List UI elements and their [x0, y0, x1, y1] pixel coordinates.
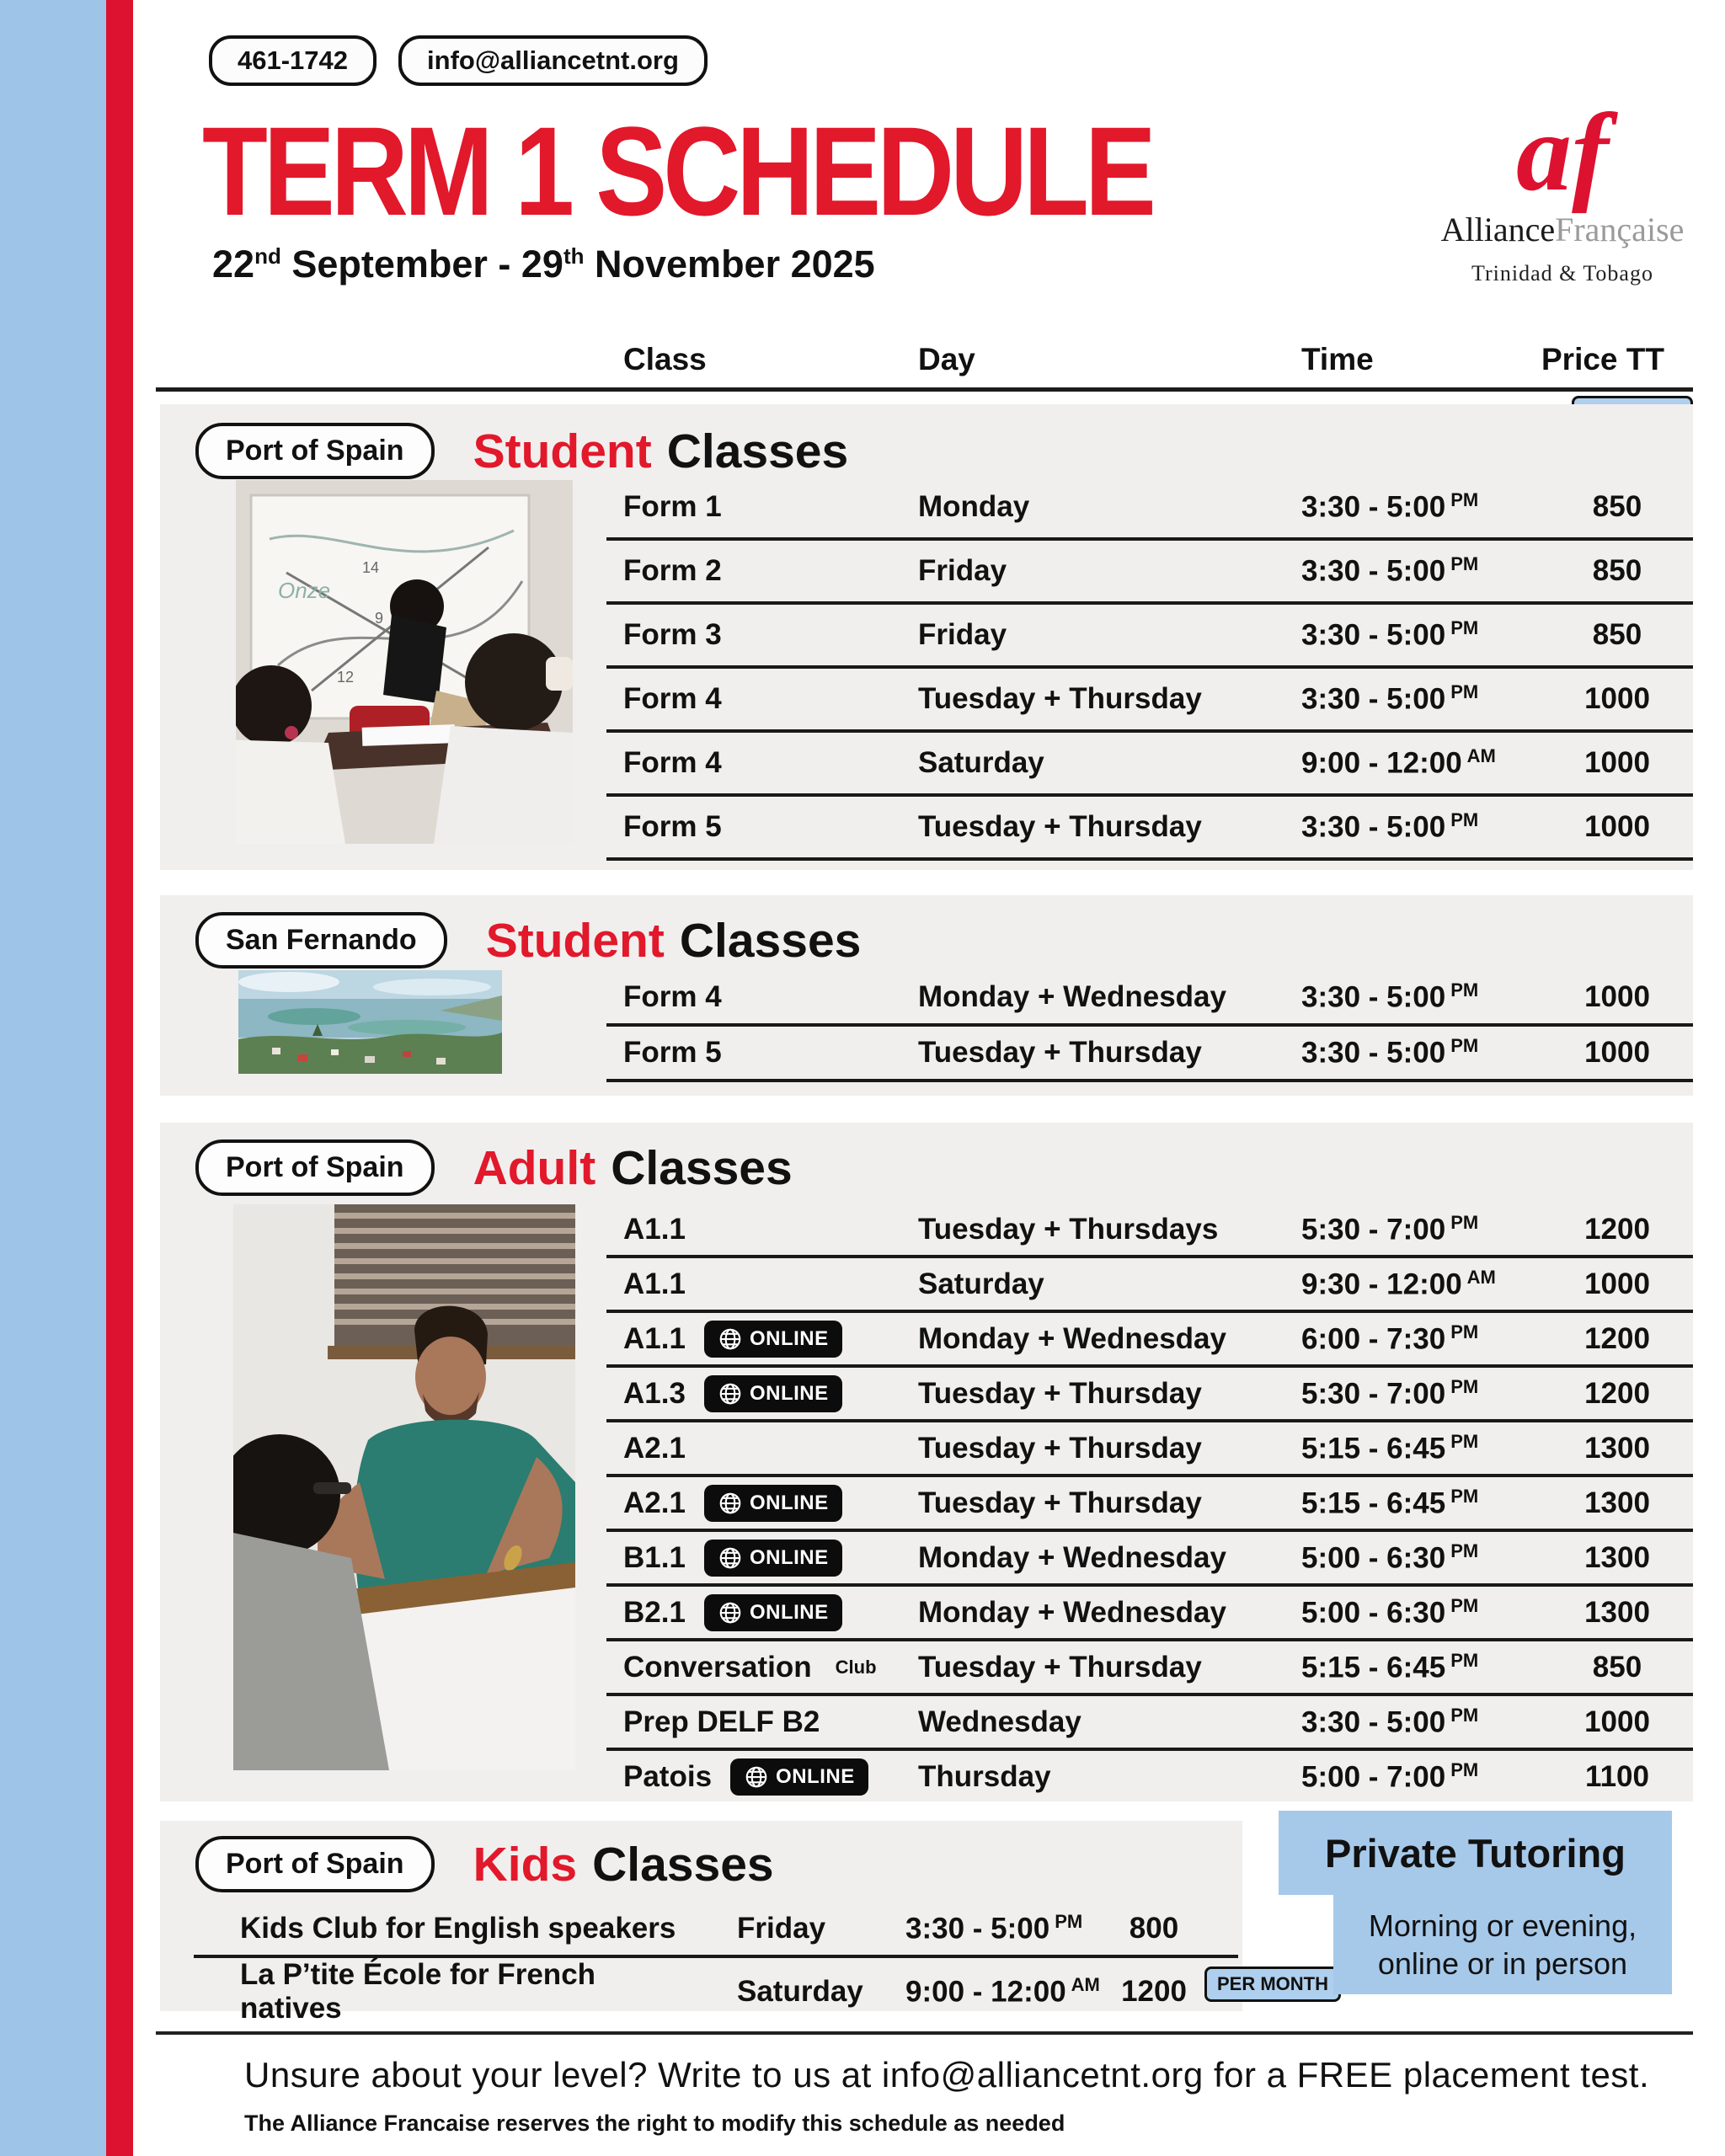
day-cell: Thursday — [918, 1759, 1051, 1793]
price-cell: 1300 — [1584, 1540, 1650, 1574]
time-cell — [1272, 1212, 1541, 1247]
section-heading — [195, 423, 848, 479]
day-cell: Tuesday + Thursday — [918, 1036, 1202, 1069]
day-cell: Tuesday + Thursdays — [918, 1212, 1219, 1246]
date-mid1: September - — [280, 243, 521, 286]
table-row — [194, 1958, 1328, 2025]
time-value: 3:30 - 5:00 — [905, 1912, 1050, 1945]
logo-region: Trinidad & Tobago — [1471, 261, 1653, 286]
section-heading — [195, 1836, 774, 1892]
col-header-time: Time — [1301, 342, 1374, 376]
day-cell: Tuesday + Thursday — [918, 1486, 1202, 1519]
time-cell — [1272, 1321, 1541, 1357]
time-value: 5:00 - 6:30 — [1301, 1541, 1446, 1575]
time-value: 3:30 - 5:00 — [1301, 682, 1446, 716]
table-row — [606, 1203, 1693, 1258]
online-badge — [704, 1321, 842, 1358]
section-pos-kids-classes — [160, 1821, 1328, 2025]
table-row — [606, 541, 1693, 605]
table-row — [606, 1258, 1693, 1313]
class-name: La P’tite École for French natives — [240, 1958, 596, 2025]
section-title-highlight: Kids — [473, 1837, 578, 1892]
table-row — [606, 605, 1693, 669]
section-title-rest: Classes — [592, 1837, 774, 1892]
price-cell: 1000 — [1584, 746, 1650, 779]
day-cell: Monday + Wednesday — [918, 1321, 1226, 1355]
day-cell: Tuesday + Thursday — [918, 682, 1202, 715]
time-cell — [1272, 1759, 1541, 1795]
section-title-highlight: Student — [485, 913, 665, 968]
time-cell — [1272, 553, 1541, 589]
contact-row — [209, 35, 708, 86]
globe-icon — [718, 1545, 743, 1571]
section-title — [473, 1837, 774, 1892]
alliance-francaise-logo — [1423, 90, 1701, 286]
section-title — [473, 1140, 793, 1196]
footer-divider — [156, 2031, 1693, 2035]
day-cell: Friday — [737, 1911, 826, 1945]
time-cell — [1272, 1540, 1541, 1576]
class-name: A1.1 — [623, 1267, 686, 1300]
location-badge: San Fernando — [195, 912, 447, 969]
time-value: 5:30 - 7:00 — [1301, 1213, 1446, 1246]
section-title-rest: Classes — [666, 424, 849, 478]
tutoring-line-1: Morning or evening, — [1368, 1908, 1637, 1943]
table-row — [606, 1641, 1693, 1696]
ampm-label: PM — [1450, 1375, 1479, 1397]
table-row — [606, 971, 1693, 1027]
section-title — [486, 913, 862, 969]
date-day1: 22 — [212, 243, 255, 286]
pos-kids-table — [194, 1902, 1328, 2025]
day-cell: Saturday — [918, 1267, 1044, 1300]
header-divider — [156, 387, 1693, 392]
price-cell: 850 — [1592, 490, 1642, 523]
ampm-label: PM — [1450, 979, 1479, 1001]
ampm-label: PM — [1450, 1035, 1479, 1057]
svg-text:9: 9 — [375, 610, 384, 627]
online-badge — [730, 1758, 868, 1796]
time-value: 5:30 - 7:00 — [1301, 1377, 1446, 1411]
ampm-label: AM — [1466, 1266, 1496, 1288]
ampm-label: PM — [1450, 681, 1479, 703]
globe-icon — [718, 1491, 743, 1516]
time-value: 5:00 - 7:00 — [1301, 1760, 1446, 1794]
time-value: 3:30 - 5:00 — [1301, 1036, 1446, 1070]
table-row — [606, 797, 1693, 861]
class-name: Form 5 — [623, 810, 722, 843]
page-title: TERM 1 SCHEDULE — [202, 100, 1152, 242]
price-cell: 1300 — [1584, 1431, 1650, 1465]
section-title-highlight: Adult — [473, 1140, 596, 1195]
online-label: ONLINE — [749, 1600, 829, 1624]
time-value: 3:30 - 5:00 — [1301, 1705, 1446, 1739]
table-row — [606, 1368, 1693, 1422]
time-cell — [1272, 1595, 1541, 1630]
ampm-label: PM — [1450, 1321, 1479, 1342]
pos-student-table — [606, 477, 1693, 861]
class-name: Form 4 — [623, 980, 722, 1013]
day-cell: Tuesday + Thursday — [918, 810, 1202, 843]
price-cell: 1000 — [1584, 980, 1650, 1013]
private-tutoring-subtitle — [1333, 1895, 1672, 1994]
ampm-label: AM — [1466, 745, 1496, 767]
table-row — [606, 1587, 1693, 1641]
price-cell: 1100 — [1585, 1759, 1649, 1793]
time-cell — [1272, 809, 1541, 845]
section-heading — [195, 912, 861, 969]
time-value: 5:15 - 6:45 — [1301, 1651, 1446, 1684]
sf-student-table — [606, 971, 1693, 1082]
time-cell — [1272, 1267, 1541, 1302]
time-value: 9:00 - 12:00 — [905, 1975, 1066, 2009]
price-cell: 850 — [1592, 554, 1642, 587]
time-cell — [1272, 1486, 1541, 1521]
classroom-photo — [236, 480, 573, 844]
col-header-class: Class — [623, 342, 707, 376]
date-mid2: November 2025 — [584, 243, 875, 286]
section-title-highlight: Student — [473, 424, 652, 478]
col-header-price: Price TT — [1541, 342, 1664, 376]
day-cell: Tuesday + Thursday — [918, 1431, 1202, 1465]
time-cell — [1272, 1705, 1541, 1740]
left-blue-stripe — [0, 0, 106, 2156]
time-cell — [1272, 489, 1541, 525]
footer-message: Unsure about your level? Write to us at info@alliancetnt.org for a FREE placement test. — [244, 2055, 1650, 2095]
time-value: 3:30 - 5:00 — [1301, 980, 1446, 1014]
svg-text:12: 12 — [337, 669, 355, 686]
price-cell: 1000 — [1584, 810, 1650, 843]
ampm-label: AM — [1071, 1974, 1100, 1996]
date-sup2: th — [563, 243, 585, 269]
phone-badge[interactable]: 461-1742 — [209, 35, 377, 86]
time-cell — [1272, 1376, 1541, 1412]
table-row — [606, 1422, 1693, 1477]
class-name: Form 1 — [623, 490, 722, 523]
table-row — [606, 669, 1693, 733]
day-cell: Saturday — [918, 746, 1044, 779]
section-title-rest: Classes — [611, 1140, 793, 1195]
day-cell: Monday + Wednesday — [918, 1540, 1226, 1574]
globe-icon — [744, 1764, 769, 1790]
time-value: 9:30 - 12:00 — [1301, 1267, 1462, 1301]
location-badge: Port of Spain — [195, 1836, 435, 1892]
coast-photo-art — [238, 970, 502, 1074]
section-title — [473, 424, 849, 479]
date-day2: 29 — [521, 243, 563, 286]
ampm-label: PM — [1450, 1704, 1479, 1726]
time-value: 3:30 - 5:00 — [1301, 490, 1446, 524]
af-logo-mark: af — [1516, 90, 1609, 214]
online-label: ONLINE — [749, 1545, 829, 1569]
ampm-label: PM — [1450, 553, 1479, 575]
day-cell: Monday + Wednesday — [918, 1595, 1226, 1629]
class-name: Form 5 — [623, 1036, 722, 1069]
time-cell — [1272, 681, 1541, 717]
class-name: Form 3 — [623, 618, 722, 651]
section-sf-student-classes — [160, 895, 1693, 1096]
ampm-label: PM — [1450, 1540, 1479, 1561]
class-name: A2.1 — [623, 1486, 686, 1519]
class-name: A2.1 — [623, 1431, 686, 1465]
ampm-label: PM — [1450, 1485, 1479, 1507]
time-value: 5:15 - 6:45 — [1301, 1432, 1446, 1465]
table-row — [606, 477, 1693, 541]
ampm-label: PM — [1450, 1649, 1479, 1671]
day-cell: Wednesday — [918, 1705, 1081, 1738]
class-name: Conversation — [623, 1650, 812, 1684]
time-cell — [868, 1911, 1103, 1946]
time-value: 6:00 - 7:30 — [1301, 1322, 1446, 1356]
time-value: 5:00 - 6:30 — [1301, 1596, 1446, 1630]
table-row — [606, 1532, 1693, 1587]
table-row — [606, 733, 1693, 797]
online-badge — [704, 1485, 842, 1522]
footer-disclaimer: The Alliance Francaise reserves the right to modify this schedule as needed — [244, 2111, 1065, 2136]
time-cell — [1272, 1650, 1541, 1685]
price-cell: 1300 — [1584, 1486, 1650, 1519]
table-row — [606, 1027, 1693, 1082]
time-cell — [868, 1974, 1103, 2009]
location-badge: Port of Spain — [195, 1139, 435, 1196]
classroom-photo-art — [236, 480, 573, 844]
table-row — [606, 1751, 1693, 1802]
class-name: Form 4 — [623, 746, 722, 779]
section-pos-adult-classes — [160, 1123, 1693, 1801]
class-name: A1.1 — [623, 1321, 686, 1355]
price-cell: 1200 — [1584, 1321, 1650, 1355]
svg-text:Onze: Onze — [278, 578, 331, 603]
price-cell: 800 — [1129, 1911, 1179, 1945]
price-cell: 850 — [1592, 1650, 1642, 1684]
tutoring-line-2: online or in person — [1377, 1946, 1628, 1981]
day-cell: Tuesday + Thursday — [918, 1650, 1202, 1684]
day-cell: Monday + Wednesday — [918, 980, 1226, 1013]
price-cell: 850 — [1592, 618, 1642, 651]
price-cell: 1300 — [1584, 1595, 1650, 1629]
time-value: 5:15 - 6:45 — [1301, 1486, 1446, 1520]
ampm-label: PM — [1450, 1430, 1479, 1452]
section-title-rest: Classes — [679, 913, 862, 968]
adult-class-photo — [233, 1204, 575, 1770]
logo-name — [1423, 210, 1701, 249]
time-cell — [1272, 1035, 1541, 1070]
online-badge — [704, 1540, 842, 1577]
globe-icon — [718, 1326, 743, 1352]
price-cell: 1200 — [1584, 1212, 1650, 1246]
price-cell: 1000 — [1584, 1705, 1650, 1738]
online-label: ONLINE — [749, 1491, 829, 1514]
per-month-badge: PER MONTH — [1204, 1967, 1341, 2002]
logo-name-black: Alliance — [1440, 211, 1556, 249]
time-value: 9:00 - 12:00 — [1301, 746, 1462, 780]
left-red-stripe — [106, 0, 133, 2156]
table-row — [194, 1902, 1238, 1958]
logo-name-gray: Française — [1555, 211, 1685, 249]
time-cell — [1272, 745, 1541, 781]
svg-text:14: 14 — [362, 559, 380, 576]
day-cell: Tuesday + Thursday — [918, 1376, 1202, 1410]
online-label: ONLINE — [749, 1381, 829, 1405]
class-name: Patois — [623, 1759, 713, 1793]
class-name: Form 4 — [623, 682, 722, 715]
day-cell: Saturday — [737, 1975, 863, 2008]
class-name: Prep DELF B2 — [623, 1705, 820, 1738]
section-heading — [195, 1139, 793, 1196]
day-cell: Friday — [918, 554, 1007, 587]
price-cell: 1200 — [1121, 1975, 1187, 2008]
section-pos-student-classes — [160, 404, 1693, 870]
price-cell: 1200 — [1584, 1376, 1650, 1410]
class-name: B2.1 — [623, 1595, 686, 1629]
time-value: 3:30 - 5:00 — [1301, 618, 1446, 652]
day-cell: Monday — [918, 490, 1030, 523]
pos-adult-table — [606, 1203, 1693, 1802]
class-name: Kids Club for English speakers — [240, 1911, 676, 1945]
ampm-label: PM — [1450, 489, 1479, 511]
price-cell: 1000 — [1584, 1267, 1650, 1300]
class-name: B1.1 — [623, 1540, 686, 1574]
online-badge — [704, 1594, 842, 1631]
online-label: ONLINE — [749, 1326, 829, 1350]
date-range — [212, 243, 875, 286]
time-value: 3:30 - 5:00 — [1301, 810, 1446, 844]
class-name: Form 2 — [623, 554, 722, 587]
private-tutoring-title: Private Tutoring — [1279, 1811, 1672, 1895]
class-sup-label: Club — [835, 1656, 877, 1678]
san-fernando-photo — [238, 970, 502, 1074]
table-row — [606, 1477, 1693, 1532]
globe-icon — [718, 1600, 743, 1625]
date-sup1: nd — [254, 243, 281, 269]
time-cell — [1272, 617, 1541, 653]
online-label: ONLINE — [776, 1764, 855, 1788]
ampm-label: PM — [1450, 1758, 1479, 1780]
time-cell — [1272, 979, 1541, 1015]
table-column-headers — [606, 342, 1693, 377]
col-header-day: Day — [918, 342, 975, 376]
table-row — [606, 1313, 1693, 1368]
class-name: A1.1 — [623, 1212, 686, 1246]
ampm-label: PM — [1450, 809, 1479, 831]
ampm-label: PM — [1450, 1211, 1479, 1233]
table-row — [606, 1696, 1693, 1751]
ampm-label: PM — [1450, 617, 1479, 639]
time-value: 3:30 - 5:00 — [1301, 554, 1446, 588]
ampm-label: PM — [1055, 1910, 1083, 1932]
day-cell: Friday — [918, 618, 1007, 651]
time-cell — [1272, 1431, 1541, 1466]
location-badge: Port of Spain — [195, 423, 435, 479]
price-cell: 1000 — [1584, 1036, 1650, 1069]
adult-photo-art — [233, 1204, 575, 1770]
email-badge[interactable]: info@alliancetnt.org — [398, 35, 708, 86]
globe-icon — [718, 1381, 743, 1406]
ampm-label: PM — [1450, 1594, 1479, 1616]
class-name: A1.3 — [623, 1376, 686, 1410]
price-cell: 1000 — [1584, 682, 1650, 715]
online-badge — [704, 1375, 842, 1412]
